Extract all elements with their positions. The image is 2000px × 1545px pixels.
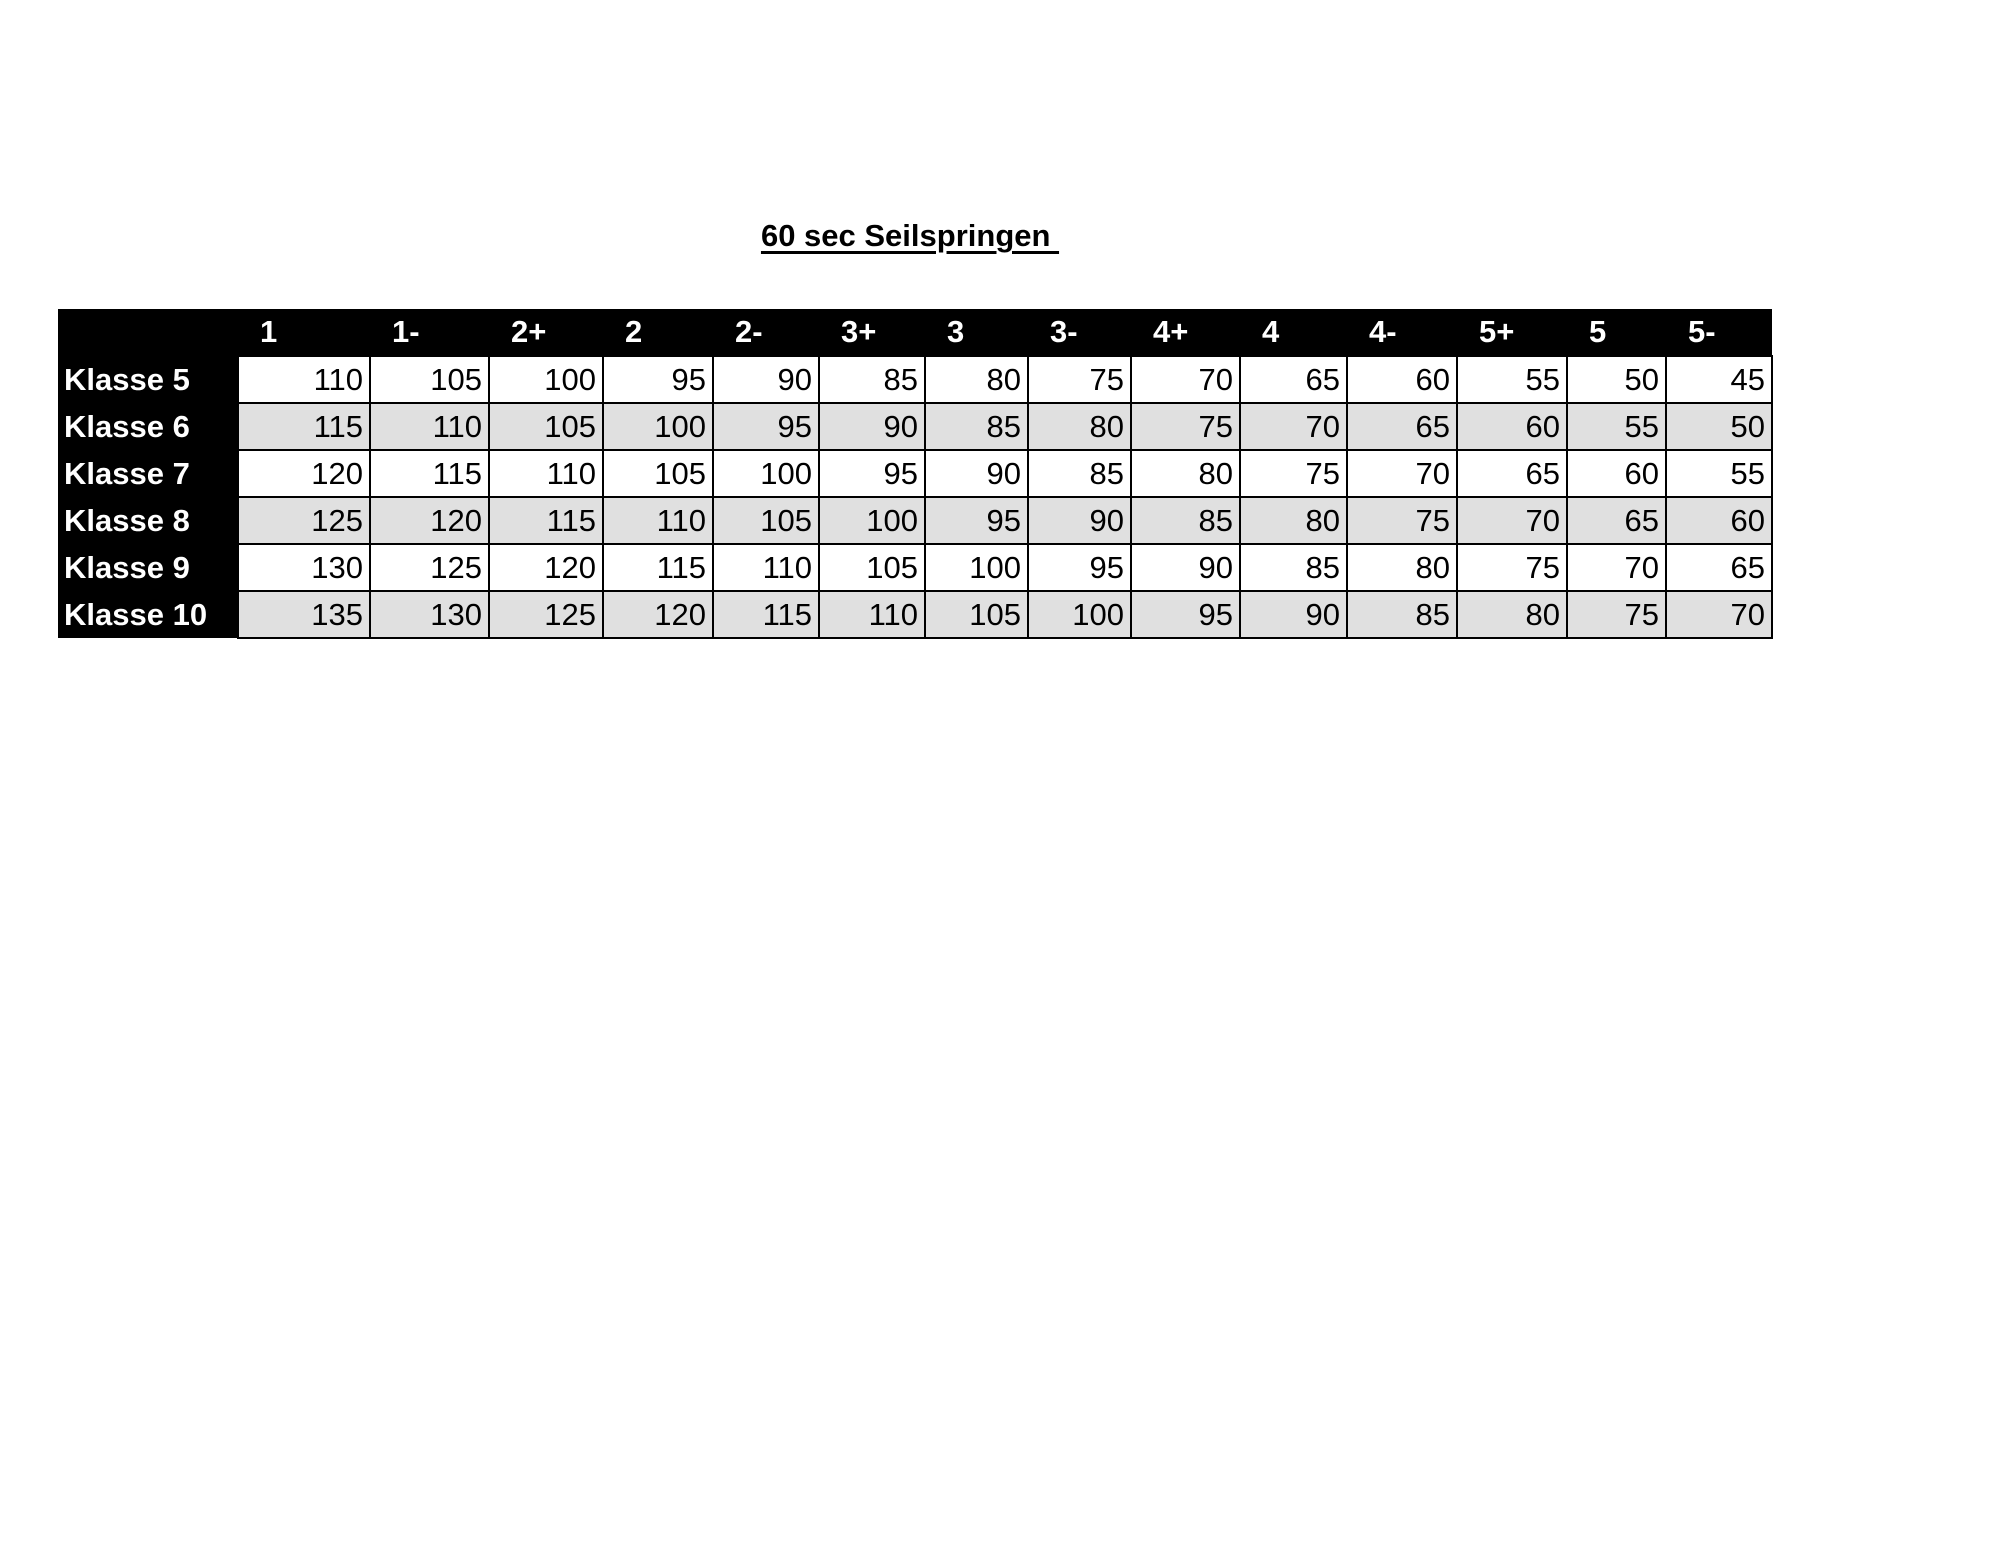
table-cell: 130 — [370, 591, 489, 638]
table-cell: 120 — [489, 544, 603, 591]
grade-header: 4- — [1347, 309, 1457, 356]
table-cell: 90 — [925, 450, 1028, 497]
row-label: Klasse 5 — [58, 356, 238, 403]
table-row — [58, 403, 1772, 450]
table-cell: 85 — [925, 403, 1028, 450]
table-cell: 105 — [713, 497, 819, 544]
table-cell: 70 — [1666, 591, 1772, 638]
table-cell: 125 — [489, 591, 603, 638]
table-row — [58, 544, 1772, 591]
table-cell: 60 — [1347, 356, 1457, 403]
table-cell: 110 — [603, 497, 713, 544]
table-cell: 120 — [238, 450, 370, 497]
table-cell: 75 — [1240, 450, 1347, 497]
table-cell: 95 — [713, 403, 819, 450]
table-cell: 70 — [1131, 356, 1240, 403]
page-title: 60 sec Seilspringen — [760, 218, 1060, 253]
table-cell: 105 — [370, 356, 489, 403]
table-cell: 70 — [1567, 544, 1666, 591]
table-cell: 100 — [489, 356, 603, 403]
table-body — [58, 356, 1772, 638]
table-cell: 75 — [1347, 497, 1457, 544]
grade-header: 5 — [1567, 309, 1666, 356]
table-cell: 85 — [1240, 544, 1347, 591]
table-cell: 65 — [1240, 356, 1347, 403]
row-label: Klasse 9 — [58, 544, 238, 591]
table-cell: 80 — [1028, 403, 1131, 450]
table-cell: 115 — [370, 450, 489, 497]
row-label: Klasse 6 — [58, 403, 238, 450]
table-cell: 80 — [1457, 591, 1567, 638]
table-cell: 110 — [370, 403, 489, 450]
table-cell: 115 — [713, 591, 819, 638]
table-cell: 85 — [819, 356, 925, 403]
table-cell: 75 — [1131, 403, 1240, 450]
grade-header: 2+ — [489, 309, 603, 356]
table-cell: 100 — [925, 544, 1028, 591]
grade-header: 1 — [238, 309, 370, 356]
table-cell: 55 — [1457, 356, 1567, 403]
grade-header: 3+ — [819, 309, 925, 356]
table-cell: 120 — [370, 497, 489, 544]
grade-header: 5+ — [1457, 309, 1567, 356]
table-cell: 105 — [925, 591, 1028, 638]
table-cell: 105 — [603, 450, 713, 497]
row-label: Klasse 10 — [58, 591, 238, 638]
table-cell: 90 — [1240, 591, 1347, 638]
table-cell: 70 — [1347, 450, 1457, 497]
table-cell: 95 — [603, 356, 713, 403]
table-cell: 75 — [1567, 591, 1666, 638]
table-cell: 100 — [819, 497, 925, 544]
table-cell: 90 — [1131, 544, 1240, 591]
table-cell: 80 — [1240, 497, 1347, 544]
table-cell: 110 — [819, 591, 925, 638]
table-cell: 105 — [489, 403, 603, 450]
grade-header: 4+ — [1131, 309, 1240, 356]
table-cell: 130 — [238, 544, 370, 591]
table-cell: 95 — [1028, 544, 1131, 591]
table-cell: 65 — [1567, 497, 1666, 544]
header-corner-cell — [58, 309, 238, 356]
table-cell: 70 — [1457, 497, 1567, 544]
table-cell: 85 — [1028, 450, 1131, 497]
table-cell: 110 — [489, 450, 603, 497]
table-row — [58, 356, 1772, 403]
table-cell: 100 — [713, 450, 819, 497]
grade-header: 2 — [603, 309, 713, 356]
table-cell: 50 — [1666, 403, 1772, 450]
grade-header: 4 — [1240, 309, 1347, 356]
grade-header: 1- — [370, 309, 489, 356]
table-cell: 80 — [1131, 450, 1240, 497]
grade-header: 3 — [925, 309, 1028, 356]
table-cell: 55 — [1666, 450, 1772, 497]
table-cell: 100 — [1028, 591, 1131, 638]
table-cell: 125 — [238, 497, 370, 544]
table-cell: 125 — [370, 544, 489, 591]
table-cell: 50 — [1567, 356, 1666, 403]
table-cell: 65 — [1347, 403, 1457, 450]
table-cell: 60 — [1457, 403, 1567, 450]
table-cell: 135 — [238, 591, 370, 638]
row-label: Klasse 7 — [58, 450, 238, 497]
table-cell: 45 — [1666, 356, 1772, 403]
table-cell: 85 — [1131, 497, 1240, 544]
table-cell: 75 — [1028, 356, 1131, 403]
table-cell: 90 — [819, 403, 925, 450]
table-cell: 90 — [713, 356, 819, 403]
table-cell: 70 — [1240, 403, 1347, 450]
table-cell: 85 — [1347, 591, 1457, 638]
table-cell: 65 — [1457, 450, 1567, 497]
table-cell: 95 — [1131, 591, 1240, 638]
table-cell: 95 — [819, 450, 925, 497]
table-cell: 115 — [489, 497, 603, 544]
table-cell: 60 — [1666, 497, 1772, 544]
table-cell: 110 — [713, 544, 819, 591]
table-cell: 100 — [603, 403, 713, 450]
grade-header: 3- — [1028, 309, 1131, 356]
table-cell: 80 — [925, 356, 1028, 403]
grade-table — [58, 309, 1773, 639]
table-cell: 80 — [1347, 544, 1457, 591]
table-row — [58, 450, 1772, 497]
grade-header: 2- — [713, 309, 819, 356]
table-row — [58, 591, 1772, 638]
table-row — [58, 497, 1772, 544]
table-cell: 65 — [1666, 544, 1772, 591]
table-cell: 55 — [1567, 403, 1666, 450]
table-cell: 60 — [1567, 450, 1666, 497]
table-cell: 105 — [819, 544, 925, 591]
table-header — [58, 309, 1772, 356]
table-cell: 110 — [238, 356, 370, 403]
table-cell: 120 — [603, 591, 713, 638]
header-row — [58, 309, 1772, 356]
table-cell: 115 — [603, 544, 713, 591]
table-cell: 115 — [238, 403, 370, 450]
row-label: Klasse 8 — [58, 497, 238, 544]
table-cell: 95 — [925, 497, 1028, 544]
grade-header: 5- — [1666, 309, 1772, 356]
table-cell: 90 — [1028, 497, 1131, 544]
table-cell: 75 — [1457, 544, 1567, 591]
